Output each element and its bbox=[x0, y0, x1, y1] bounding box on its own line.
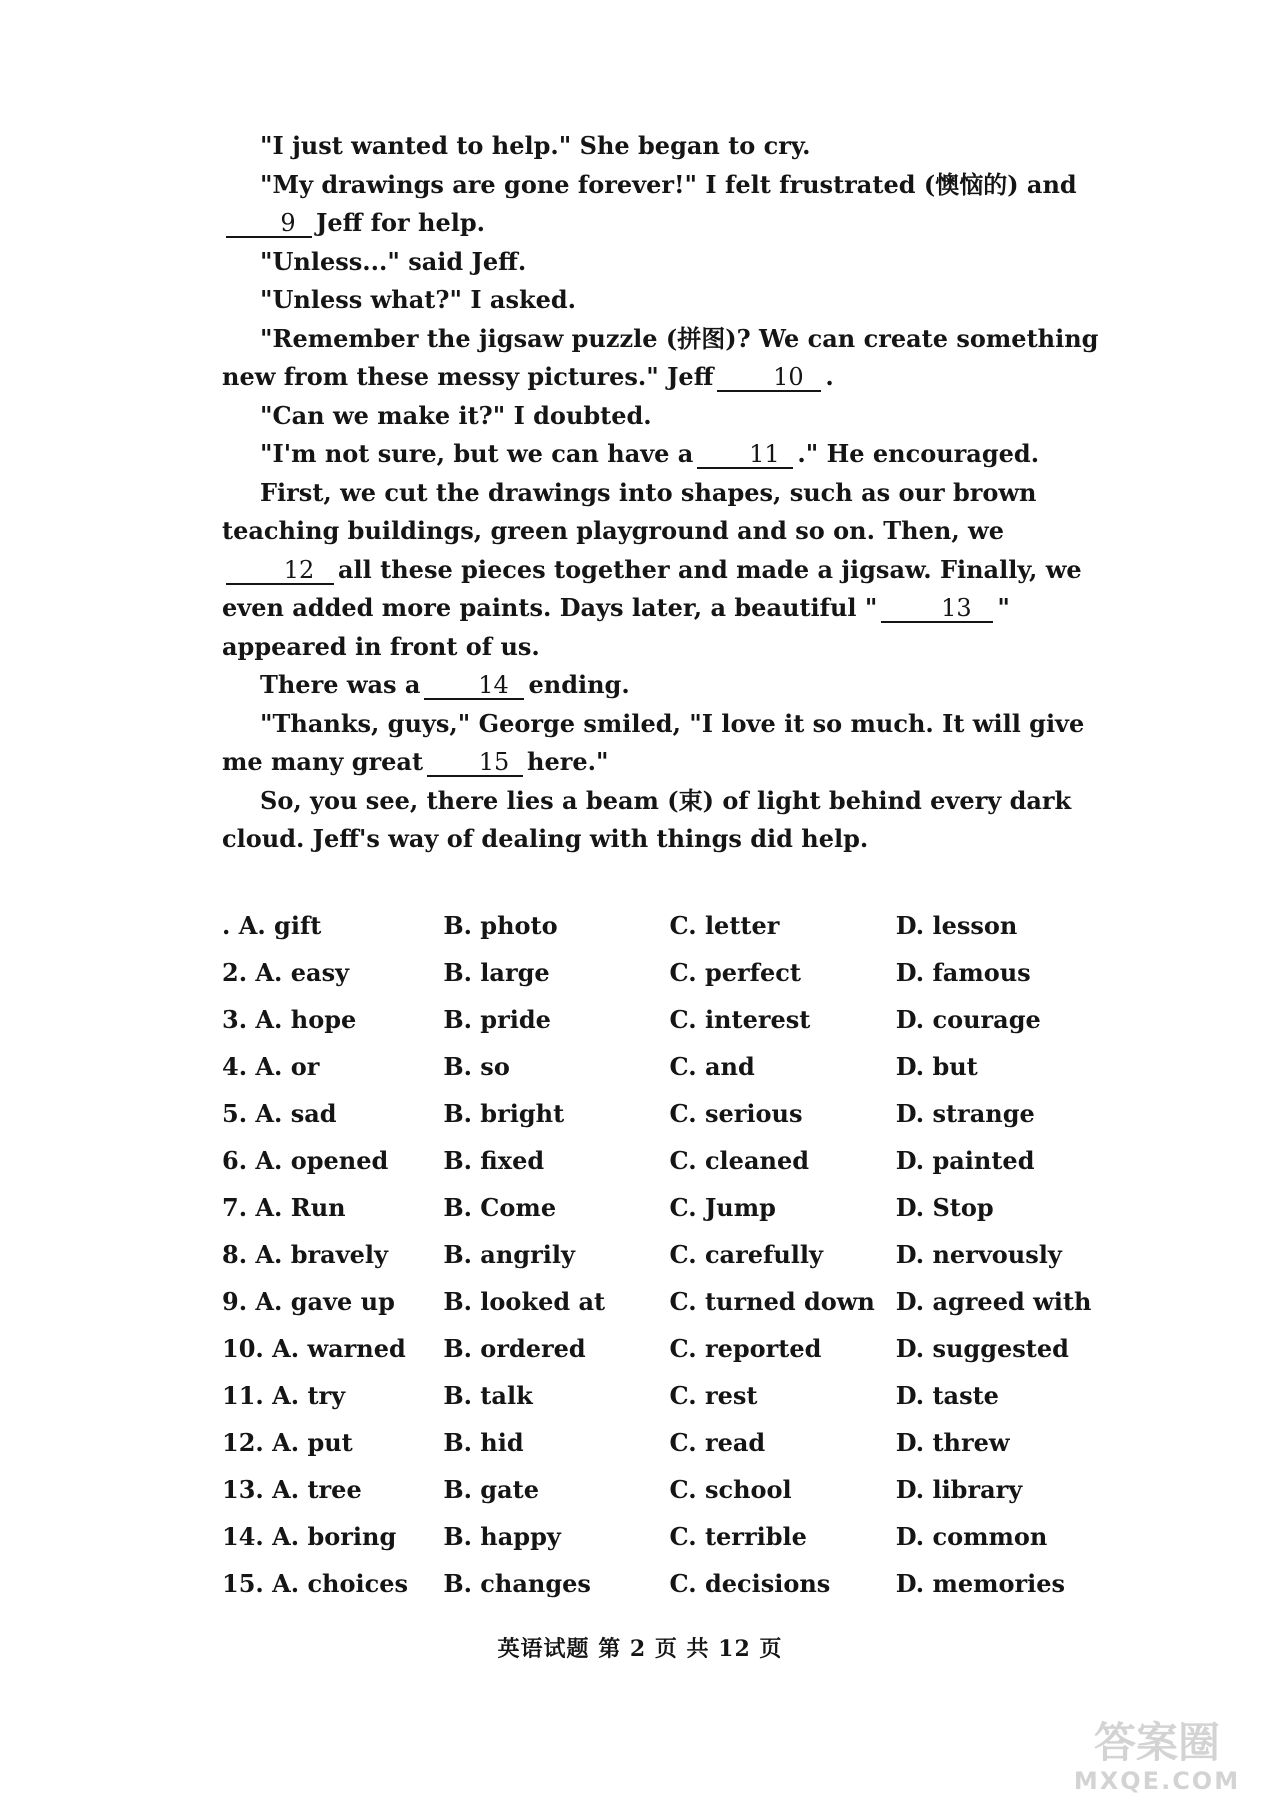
option-row bbox=[222, 1419, 1122, 1466]
passage-paragraph bbox=[222, 166, 1118, 243]
passage-text: There was a bbox=[260, 670, 421, 699]
answer-blank-13: 13 bbox=[881, 595, 993, 623]
answer-blank-12: 12 bbox=[226, 557, 334, 585]
option-d: D. library bbox=[895, 1475, 1023, 1504]
passage-paragraph: "Can we make it?" I doubted. bbox=[260, 400, 652, 430]
option-row bbox=[222, 949, 1122, 996]
option-row bbox=[222, 1137, 1122, 1184]
option-c: C. letter bbox=[669, 911, 780, 940]
answer-blank-11: 11 bbox=[697, 441, 793, 469]
option-d: D. courage bbox=[895, 1005, 1041, 1034]
option-b: B. looked at bbox=[443, 1287, 606, 1316]
option-a: 12. A. put bbox=[222, 1428, 353, 1457]
passage-paragraph: So, you see, there lies a beam (束) of light behind every dark cloud. Jeff's way of dealing with things did help. bbox=[222, 785, 1072, 853]
passage-text: " appeared in front of us. bbox=[222, 593, 1010, 661]
option-d: D. nervously bbox=[895, 1240, 1062, 1269]
option-a: 9. A. gave up bbox=[222, 1287, 395, 1316]
option-a: 10. A. warned bbox=[222, 1334, 406, 1363]
option-a: 6. A. opened bbox=[222, 1146, 389, 1175]
passage-paragraph: "Unless..." said Jeff. bbox=[260, 246, 527, 276]
option-row bbox=[222, 1278, 1122, 1325]
option-row bbox=[222, 1372, 1122, 1419]
option-b: B. changes bbox=[443, 1569, 591, 1598]
passage-text: . bbox=[825, 362, 834, 391]
option-c: C. read bbox=[669, 1428, 766, 1457]
option-a: 11. A. try bbox=[222, 1381, 346, 1410]
answer-blank-9: 9 bbox=[226, 210, 312, 238]
option-b: B. hid bbox=[443, 1428, 524, 1457]
option-a: 2. A. easy bbox=[222, 958, 350, 987]
option-row bbox=[222, 1090, 1122, 1137]
passage-paragraph: "I just wanted to help." She began to cry. bbox=[260, 131, 811, 160]
option-d: D. taste bbox=[895, 1381, 999, 1410]
option-c: C. interest bbox=[669, 1005, 811, 1034]
option-d: D. threw bbox=[895, 1428, 1010, 1457]
option-row bbox=[222, 1325, 1122, 1372]
option-b: B. Come bbox=[443, 1193, 557, 1222]
watermark-title: 答案圈 bbox=[1093, 1718, 1221, 1767]
option-b: B. large bbox=[443, 958, 550, 987]
option-b: B. fixed bbox=[443, 1146, 545, 1175]
option-row bbox=[222, 1231, 1122, 1278]
option-a: 5. A. sad bbox=[222, 1099, 337, 1128]
option-d: D. Stop bbox=[895, 1193, 994, 1222]
option-d: D. famous bbox=[895, 958, 1031, 987]
passage-paragraph bbox=[222, 705, 1118, 782]
passage-paragraph: "Unless what?" I asked. bbox=[260, 285, 576, 314]
option-c: C. carefully bbox=[669, 1240, 823, 1269]
passage-text: "My drawings are gone forever!" I felt frustrated (懊恼的) and bbox=[260, 169, 1077, 199]
option-row bbox=[222, 1184, 1122, 1231]
option-b: B. gate bbox=[443, 1475, 539, 1504]
option-d: D. but bbox=[895, 1052, 978, 1081]
page-footer: 英语试题 第 2 页 共 12 页 bbox=[497, 1636, 783, 1662]
option-c: C. serious bbox=[669, 1099, 803, 1128]
watermark-url: MXQE.COM bbox=[1073, 1767, 1241, 1795]
option-row bbox=[222, 996, 1122, 1043]
option-a: 13. A. tree bbox=[222, 1475, 362, 1504]
option-d: D. painted bbox=[895, 1146, 1035, 1175]
option-b: B. ordered bbox=[443, 1334, 586, 1363]
answer-blank-10: 10 bbox=[717, 364, 821, 392]
option-row bbox=[222, 902, 1122, 949]
passage-text: "Remember the jigsaw puzzle (拼图)? We can create something new from these messy pictures." Jeff bbox=[222, 323, 1099, 391]
option-c: C. turned down bbox=[669, 1287, 875, 1316]
option-c: C. reported bbox=[669, 1334, 822, 1363]
option-b: B. bright bbox=[443, 1099, 565, 1128]
passage-paragraph bbox=[222, 666, 1118, 705]
option-c: C. and bbox=[669, 1052, 755, 1081]
option-a: 7. A. Run bbox=[222, 1193, 346, 1222]
option-c: C. rest bbox=[669, 1381, 758, 1410]
option-b: B. talk bbox=[443, 1381, 533, 1410]
option-c: C. perfect bbox=[669, 958, 801, 987]
answer-blank-15: 15 bbox=[427, 749, 523, 777]
option-row bbox=[222, 1043, 1122, 1090]
option-b: B. photo bbox=[443, 911, 558, 940]
option-d: D. strange bbox=[895, 1099, 1035, 1128]
option-a: 4. A. or bbox=[222, 1052, 320, 1081]
option-a: 3. A. hope bbox=[222, 1005, 357, 1034]
option-b: B. happy bbox=[443, 1522, 561, 1551]
option-d: D. suggested bbox=[895, 1334, 1069, 1363]
option-b: B. angrily bbox=[443, 1240, 575, 1269]
option-c: C. cleaned bbox=[669, 1146, 809, 1175]
option-c: C. school bbox=[669, 1475, 792, 1504]
passage-paragraph bbox=[222, 320, 1118, 397]
passage-text: Jeff for help. bbox=[316, 208, 485, 237]
option-a: 14. A. boring bbox=[222, 1522, 397, 1551]
option-d: D. memories bbox=[895, 1569, 1066, 1598]
passage-paragraph bbox=[222, 474, 1118, 667]
option-c: C. terrible bbox=[669, 1522, 807, 1551]
reading-passage bbox=[222, 127, 1118, 859]
option-a: 15. A. choices bbox=[222, 1569, 409, 1598]
passage-text: ending. bbox=[528, 670, 630, 699]
option-row bbox=[222, 1466, 1122, 1513]
answer-options bbox=[222, 902, 1122, 1607]
option-b: B. so bbox=[443, 1052, 510, 1081]
answer-blank-14: 14 bbox=[424, 672, 524, 700]
option-a: 8. A. bravely bbox=[222, 1240, 388, 1269]
option-row bbox=[222, 1560, 1122, 1607]
passage-text: "Thanks, guys," George smiled, "I love it so much. It will give me many great bbox=[222, 708, 1085, 776]
passage-paragraph bbox=[222, 435, 1118, 474]
passage-text: ." He encouraged. bbox=[797, 439, 1040, 468]
site-watermark-logo bbox=[1062, 1711, 1252, 1797]
option-d: D. lesson bbox=[895, 911, 1018, 940]
passage-text: "I'm not sure, but we can have a bbox=[260, 439, 694, 468]
passage-text: First, we cut the drawings into shapes, such as our brown teaching buildings, green playground and so on. Then, we bbox=[222, 477, 1037, 545]
option-a: . A. gift bbox=[222, 911, 322, 940]
option-row bbox=[222, 1513, 1122, 1560]
option-d: D. agreed with bbox=[895, 1287, 1092, 1316]
option-b: B. pride bbox=[443, 1005, 551, 1034]
option-d: D. common bbox=[895, 1522, 1048, 1551]
option-c: C. Jump bbox=[669, 1193, 776, 1222]
option-c: C. decisions bbox=[669, 1569, 831, 1598]
passage-text: all these pieces together and made a jigsaw. Finally, we even added more paints. Days later, a beautiful " bbox=[222, 554, 1082, 622]
passage-text: here." bbox=[527, 747, 609, 776]
